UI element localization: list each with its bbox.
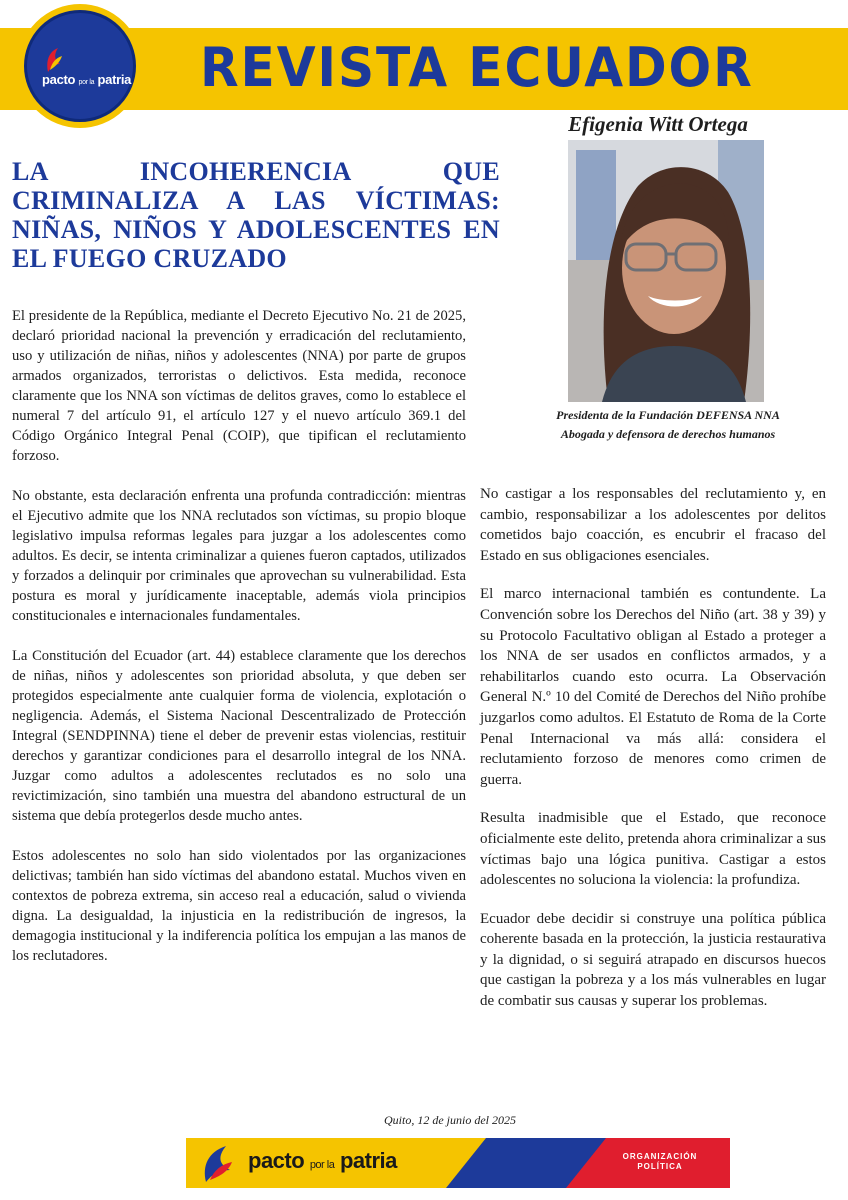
footer-org-line2: POLÍTICA	[637, 1162, 683, 1171]
author-portrait-illustration	[568, 140, 764, 402]
paragraph: Ecuador debe decidir si construye una política pública coherente basada en la protección, la justicia restaurativa y la dignidad, o si seguirá atrapado en discursos huecos que castigan la pobreza y a los más vulnerables en lugar de combatir sus causas y superar los problemas.	[480, 910, 826, 1010]
article-headline: LA INCOHERENCIA QUE CRIMINALIZA A LAS VÍCTIMAS: NIÑAS, NIÑOS Y ADOLESCENTES EN EL FUEGO CRUZADO	[12, 157, 500, 273]
paragraph: Resulta inadmisible que el Estado, que reconoce oficialmente este delito, pretenda ahora criminalizar a sus víctimas bajo una lógica punitiva. Castigar a estos adolescentes no soluciona la violencia: la profundiza.	[480, 810, 826, 889]
dateline: Quito, 12 de junio del 2025	[384, 1113, 516, 1127]
footer-wordmark	[248, 1148, 397, 1174]
paragraph: El presidente de la República, mediante el Decreto Ejecutivo No. 21 de 2025, declaró prioridad nacional la prevención y erradicación del reclutamiento, uso y utilización de niñas, niños y adolescentes (NNA) por parte de grupos armados organizados, terroristas o delictivos. Esta medida, reconoce claramente que los NNA son víctimas de delitos graves, como lo establece el numeral 7 del artículo 91, el artículo 127 y el nuevo artículo 369.1 del Código Orgánico Integral Penal (COIP), que tipifican el reclutamiento forzoso.	[12, 308, 466, 464]
author-profession: Abogada y defensora de derechos humanos	[560, 427, 776, 441]
footer-org-line1: ORGANIZACIÓN	[622, 1152, 698, 1161]
author-caption	[520, 406, 816, 444]
logo-word-pacto: pacto	[42, 72, 76, 87]
paragraph: No castigar a los responsables del reclutamiento y, en cambio, responsabilizar a los adolescentes por delitos cometidos bajo coacción, es encubrir el fracaso del Estado en sus obligaciones esenciales.	[480, 486, 826, 564]
footer-word-por-la: por la	[309, 1159, 335, 1171]
logo-wordmark	[42, 72, 131, 87]
author-role: Presidenta de la Fundación DEFENSA NNA	[556, 408, 780, 422]
magazine-title: REVISTA ECUADOR	[200, 36, 754, 99]
author-name: Efigenia Witt Ortega	[568, 112, 748, 136]
footer-org-label	[608, 1152, 712, 1172]
paragraph: El marco internacional también es contundente. La Convención sobre los Derechos del Niño (art. 38 y 39) y su Protocolo Facultativo obligan al Estado a proteger a los NNA de ser usados en conflictos armados, y a rehabilitarlos cuando esto ocurra. La Observación General N.º 10 del Comité de Derechos del Niño prohíbe juzgarlos como adultos. El Estatuto de Roma de la Corte Penal Internacional va más allá: considera el reclutamiento forzoso de menores como crimen de guerra.	[480, 586, 826, 788]
article-column-right	[480, 484, 826, 1030]
paragraph: Estos adolescentes no solo han sido violentados por las organizaciones delictivas; también han sido víctimas del abandono estatal. Muchos viven en contextos de pobreza extrema, sin acceso real a educación, salud o vivienda digna. La desigualdad, la injusticia en la redistribución de ingresos, la demagogia institucional y la indiferencia política los empujan a las manos de los reclutadores.	[12, 848, 466, 964]
article-column-left	[12, 306, 466, 986]
author-photo	[568, 140, 764, 402]
footer-logo-swirl-icon	[200, 1144, 236, 1184]
logo-swirl-icon	[44, 46, 64, 74]
pacto-logo	[24, 10, 136, 122]
footer-word-pacto: pacto	[248, 1148, 305, 1173]
paragraph: No obstante, esta declaración enfrenta una profunda contradicción: mientras el Ejecutivo admite que los NNA reclutados son víctimas, su propio bloque legislativo impulsa reformas legales para juzgar a los adolescentes como adultos. Es decir, se intenta criminalizar a quienes fueron captados, utilizados y forzados a delinquir por criminales que aprovechan su vulnerabilidad. Esta postura es moral y jurídicamente inaceptable, además viola principios constitucionales e internacionales fundamentales.	[12, 488, 466, 624]
logo-word-patria: patria	[97, 72, 132, 87]
footer-banner	[186, 1138, 730, 1188]
footer-word-patria: patria	[339, 1148, 397, 1173]
paragraph: La Constitución del Ecuador (art. 44) establece claramente que los derechos de niñas, niños y adolescentes son prioridad absoluta, y que deben ser protegidos especialmente ante cualquier forma de violencia, explotación o negligencia. Además, el Sistema Nacional Descentralizado de Protección Integral (SENDPINNA) tiene el deber de prevenir estas violencias, restituir derechos y garantizar condiciones para el desarrollo integral de los NNA. Juzgar como adultos a adolescentes reclutados es no solo una revictimización, sino también una muestra del abandono estructural de un sistema que debía protegerlos desde mucho antes.	[12, 648, 466, 824]
logo-word-por-la: por la	[78, 79, 95, 86]
